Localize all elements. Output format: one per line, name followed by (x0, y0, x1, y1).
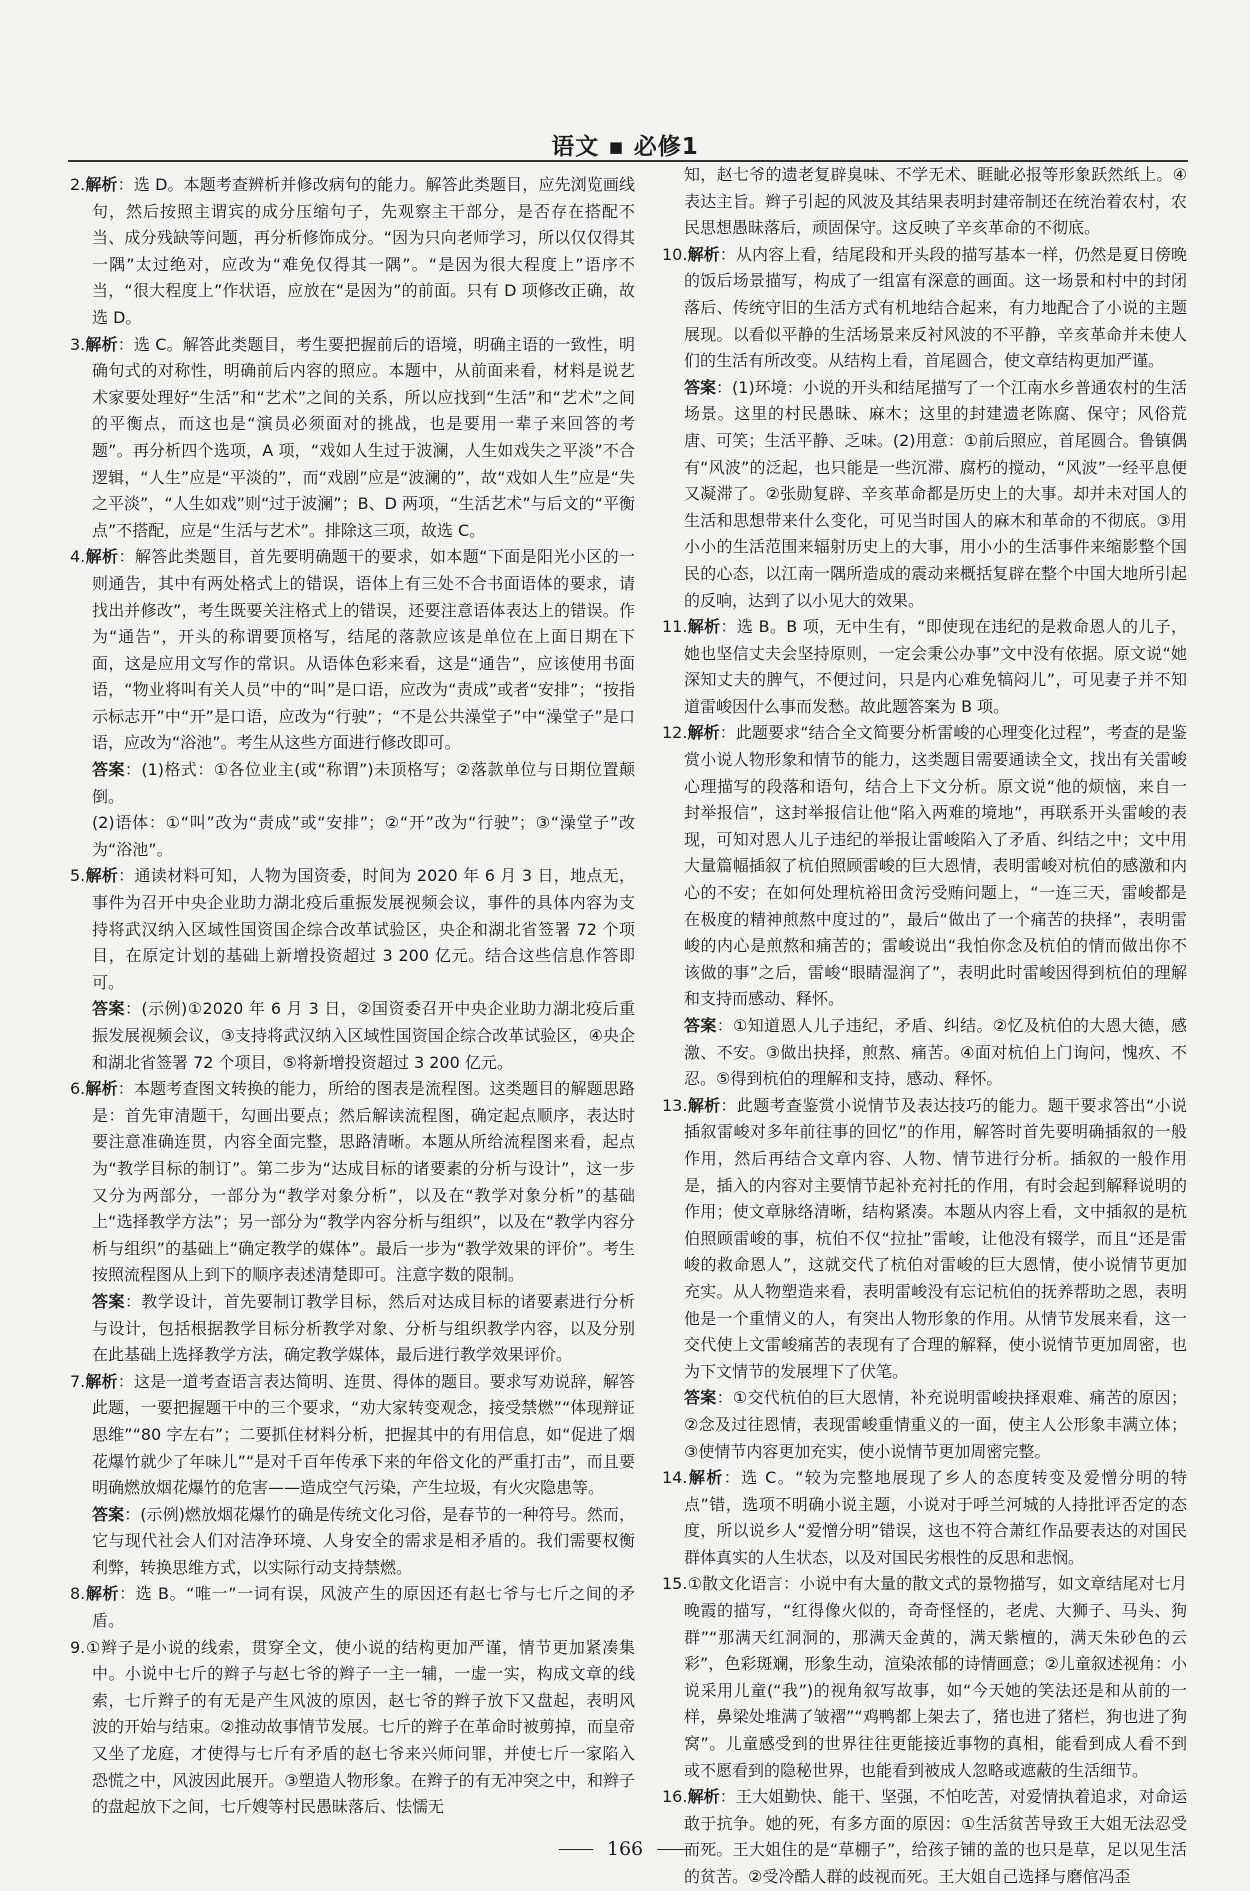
answer-block (70, 996, 635, 1076)
answer-block (662, 1385, 1187, 1465)
item-text: ：解答此类题目，首先要明确题干的要求，如本题“下面是阳光小区的一则通告，其中有两处格式上的错误，语体上有三处不合书面语体的要求，请找出并修改”，考生既要关注格式上的错误，还要注意语体表达上的错误。作为“通告”，开头的称谓要顶格写，结尾的落款应该是单位在上面日期在下面，这是应用文写作的常识。从语体色彩来看，这是“通告”，应该使用书面语，“物业将叫有关人员”中的“叫”是口语，应改为“责成”或者“安排”；“按指示标志开”中“开”是口语，应改为“行驶”；“不是公共澡堂子”中“澡堂子”是口语，应改为“浴池”。考生从这些方面进行修改即可。 (92, 547, 635, 753)
item-number: 14. (662, 1468, 688, 1488)
answer-label: 答案 (684, 1388, 717, 1408)
analysis-label: 解析 (85, 547, 119, 567)
item-number: 3. (70, 334, 86, 354)
question-item (662, 1465, 1187, 1571)
item-text: ：选 D。本题考查辨析并修改病句的能力。解答此类题目，应先浏览画线句，然后按照主谓宾的成分压缩句子，先观察主干部分，是否存在搭配不当、成分残缺等问题，再分析修饰成分。“因为只向老师学习，所以仅仅得其一隅”太过绝对，应改为“难免仅得其一隅”。“是因为很大程度上”语序不当，“很大程度上”作状语，应放在“是因为”的前面。只有 D 项修改正确，故选 D。 (92, 175, 635, 327)
footer-dash-right (657, 1849, 691, 1850)
question-item (70, 1369, 635, 1502)
item-number: 13. (662, 1095, 688, 1115)
item-text: ：选 B。B 项，无中生有，“即使现在违纪的是救命恩人的儿子，她也坚信丈夫会坚持原则，一定会秉公办事”文中没有依据。原文说“她深知丈夫的脾气，不便过问，只是内心难免犒闷儿”，可见妻子并不知道雷峻因什么事而发愁。故此题答案为 B 项。 (684, 617, 1187, 716)
item-number: 11. (662, 617, 688, 637)
item-text: ：选 C。解答此类题目，考生要把握前后的语境，明确主语的一致性，明确句式的对称性，明确前后内容的照应。本题中，从前面来看，材料是说艺术家要处理好“生活”和“艺术”之间的关系，所以应找到“生活”和“艺术”之间的平衡点，而这也是“演员必须面对的挑战，也是要用一辈子来回答的考题”。再分析四个选项，A 项，“戏如人生过于波澜，人生如戏失之平淡”不合逻辑，“人生”应是“平淡的”，而“戏剧”应是“波澜的”，故“戏如人生”应是“失之平淡”，“人生如戏”则“过于波澜”；B、D 两项，“生活艺术”与后文的“平衡点”不搭配，应是“生活与艺术”。排除这三项，故选 C。 (92, 334, 635, 540)
answer-label: 答案 (92, 760, 125, 780)
item-number: 2. (70, 175, 86, 194)
item-number: 10. (662, 244, 688, 264)
analysis-label: 解析 (687, 1787, 720, 1807)
item-number: 12. (662, 723, 688, 743)
question-item (662, 720, 1187, 1013)
item-number: 7. (70, 1371, 86, 1391)
question-item (662, 614, 1187, 720)
question-item (70, 172, 635, 332)
item-number: 9. (70, 1637, 86, 1657)
answer-block (70, 1502, 635, 1582)
item-number: 6. (70, 1079, 86, 1099)
item-text: ：本题考查图文转换的能力，所给的图表是流程图。这类题目的解题思路是：首先审清题干，勾画出要点；然后解读流程图，确定起点顺序，表达时要注意准确连贯，内容全面完整，思路清晰。本题从所给流程图来看，起点为“教学目标的制订”。第二步为“达成目标的诸要素的分析与设计”，这一步又分为两部分，一部分为“教学对象分析”，以及在“教学对象分析”的基础上“选择教学方法”；另一部分为“教学内容分析与组织”，以及在“教学内容分析与组织”的基础上“确定教学的媒体”。最后一步为“教学效果的评价”。考生按照流程图从上到下的顺序表述清楚即可。注意字数的限制。 (92, 1079, 635, 1285)
analysis-label: 解析 (687, 244, 720, 264)
question-item (70, 1635, 635, 1821)
item-text: ：王大姐勤快、能干、坚强，不怕吃苦，对爱情执着追求，对命运敢于抗争。她的死，有多方面的原因：①生活贫苦导致王大姐无法忍受而死。王大姐住的是“草棚子”，给孩子铺的盖的也只是草，足以见生活的贫苦。②受冷酷人群的歧视而死。王大姐自己选择与磨倌冯歪 (684, 1787, 1187, 1886)
item-text: ：教学设计，首先要制订教学目标，然后对达成目标的诸要素进行分析与设计，包括根据教学目标分析教学对象、分析与组织教学内容，以及分别在此基础上选择教学方法，确定教学媒体，最后进行教学效果评价。 (92, 1291, 635, 1365)
footer-dash-left (559, 1849, 593, 1850)
analysis-label: 解析 (85, 175, 118, 194)
item-text: ：此题要求“结合全文简要分析雷峻的心理变化过程”，考查的是鉴赏小说人物形象和情节的能力，这类题目需要通读全文，找出有关雷峻心理描写的段落和语句，结合上下文分析。原文说“他的烦恼，来自一封举报信”，这封举报信让他“陷入两难的境地”，再联系开头雷峻的表现，可知对恩人儿子违纪的举报让雷峻陷入了矛盾、纠结之中；文中用大量篇幅插叙了杭伯照顾雷峻的巨大恩情，表明雷峻对杭伯的感激和内心的不安；在如何处理杭裕田贪污受贿问题上，“一连三天，雷峻都是在极度的精神煎熬中度过的”，最后“做出了一个痛苦的抉择”，表明雷峻的内心是煎熬和痛苦的；雷峻说出“我怕你念及杭伯的情而做出你不该做的事”之后，雷峻“眼睛湿润了”，表明此时雷峻因得到杭伯的理解和支持而感动、释怀。 (684, 723, 1187, 1009)
answer-block (662, 1013, 1187, 1093)
item-number: 4. (70, 547, 86, 567)
answer-label: 答案 (684, 1016, 717, 1035)
analysis-label: 解析 (85, 334, 118, 354)
answer-label: 答案 (92, 999, 125, 1019)
item-text: ：这是一道考查语言表达简明、连贯、得体的题目。要求写劝说辞，解答此题，一要把握题干中的三个要求，“劝大家转变观念，接受禁燃”“体现辩证思维”“80 字左右”；二要抓住材料分析，把握其中的有用信息，如“促进了烟花爆竹就少了年味儿”“是对千百年传承下来的年俗文化的严重打击”，而且要明确燃放烟花爆竹的危害——造成空气污染，产生垃圾，有火灾隐患等。 (92, 1371, 635, 1498)
item-number: 8. (70, 1584, 86, 1604)
page-footer (0, 1838, 1250, 1860)
item-text: ：选 C。“较为完整地展现了乡人的态度转变及爱憎分明的特点”错，选项不明确小说主题，小说对于呼兰河城的人持批评否定的态度，所以说乡人“爱憎分明”错误，这也不符合萧红作品要表达的对国民群体真实的人生状态，以及对国民劣根性的反思和悲悯。 (684, 1468, 1187, 1567)
answer-block (662, 375, 1187, 614)
analysis-label: 解析 (687, 1468, 724, 1488)
item-number: 5. (70, 866, 86, 886)
header-title: 语文 ▪ 必修1 (551, 134, 699, 160)
question-item (70, 1581, 635, 1634)
analysis-label: 解析 (85, 1371, 118, 1391)
analysis-label: 解析 (687, 1095, 721, 1115)
answer-block (70, 810, 635, 863)
answer-label: 答案 (92, 1504, 125, 1524)
analysis-label: 解析 (85, 1584, 120, 1604)
item-text: ：(示例)燃放烟花爆竹的确是传统文化习俗，是春节的一种符号。然而，它与现代社会人们对洁净环境、人身安全的需求是相矛盾的。我们需要权衡利弊，转换思维方式，以实际行动支持禁燃。 (92, 1504, 635, 1577)
item-text: (2)语体：①“叫”改为“责成”或“安排”；②“开”改为“行驶”；③“澡堂子”改为“浴池”。 (92, 813, 635, 859)
item-text: ：(1)格式：①各位业主(或“称谓”)未顶格写；②落款单位与日期位置颠倒。 (92, 760, 635, 806)
answer-block (70, 1289, 635, 1369)
item-text: ：(示例)①2020 年 6 月 3 日，②国资委召开中央企业助力湖北疫后重振发展视频会议，③支持将武汉纳入区域性国资国企综合改革试验区，④央企和湖北省签署 72 个项目，⑤将新增投资超过 3 200 亿元。 (92, 999, 635, 1072)
answer-label: 答案 (92, 1291, 125, 1311)
item-number: 15. (662, 1574, 688, 1594)
continued-text (662, 162, 1187, 242)
left-column (70, 172, 635, 1821)
item-text: ：此题考查鉴赏小说情节及表达技巧的能力。题干要求答出“小说插叙雷峻对多年前往事的回忆”的作用，解答时首先要明确插叙的一般作用，然后再结合文章内容、人物、情节进行分析。插叙的一般作用是，插入的内容对主要情节起补充衬托的作用，有时会起到解释说明的作用；使文章脉络清晰，结构紧凑。本题从内容上看，文中插叙的是杭伯照顾雷峻的事，杭伯不仅“拉扯”雷峻，让他没有辍学，而且“还是雷峻的救命恩人”，这就交代了杭伯对雷峻的巨大恩情，使小说情节更加充实。从人物塑造来看，表明雷峻没有忘记杭伯的抚养帮助之恩，表明他是一个重情义的人，有突出人物形象的作用。从情节发展来看，这一交代使上文雷峻痛苦的表现有了合理的解释，使小说情节更加周密，也为下文情节的发展埋下了伏笔。 (684, 1095, 1187, 1381)
answer-label: 答案 (684, 377, 717, 397)
analysis-label: 解析 (85, 1079, 118, 1099)
item-number: 16. (662, 1787, 688, 1807)
item-text: ：(1)环境：小说的开头和结尾描写了一个江南水乡普通农村的生活场景。这里的村民愚昧、麻木；这里的封建遗老陈腐、保守；风俗荒唐、可笑；生活平静、乏味。(2)用意：①前后照应，首尾圆合。鲁镇偶有“风波”的泛起，也只能是一些沉滞、腐朽的搅动，“风波”一经平息便又凝滞了。②张勋复辟、辛亥革命都是历史上的大事。却并未对国人的生活和思想带来什么变化，可见当时国人的麻木和革命的不彻底。③用小小的生活范围来辐射历史上的大事，用小小的生活事件来缩影整个国民的心态，以江南一隅所造成的震动来概括复辟在整个中国大地所引起的反响，达到了以小见大的效果。 (684, 377, 1187, 610)
item-text: ：通读材料可知，人物为国资委，时间为 2020 年 6 月 3 日，地点无，事件为召开中央企业助力湖北疫后重振发展视频会议，事件的具体内容为支持将武汉纳入区域性国资国企综合改革试验区，央企和湖北省签署 72 个项目，在原定计划的基础上新增投资超过 3 200 亿元。结合这些信息作答即可。 (92, 866, 635, 992)
item-text: ：选 B。“唯一”一词有误，风波产生的原因还有赵七爷与七斤之间的矛盾。 (92, 1584, 635, 1631)
analysis-label: 解析 (687, 617, 721, 637)
item-text: ：从内容上看，结尾段和开头段的描写基本一样，仍然是夏日傍晚的饭后场景描写，构成了一组富有深意的画面。这一场景和村中的封闭落后、传统守旧的生活方式有机地结合起来，有力地配合了小说的主题展现。以看似平静的生活场景来反衬风波的不平静，辛亥革命并未使人们的生活有所改变。从结构上看，首尾圆合，使文章结构更加严谨。 (684, 244, 1187, 371)
item-text: 知，赵七爷的遗老复辟臭味、不学无术、睚眦必报等形象跃然纸上。④表达主旨。辫子引起的风波及其结果表明封建帝制还在统治着农村，农民思想愚昧落后，顽固保守。这反映了辛亥革命的不彻底。 (684, 165, 1187, 238)
page-number: 166 (606, 1838, 644, 1860)
item-text: ：①知道恩人儿子违纪，矛盾、纠结。②忆及杭伯的大恩大德，感激、不安。③做出抉择，煎熬、痛苦。④面对杭伯上门询问，愧疚、不忍。⑤得到杭伯的理解和支持，感动、释怀。 (684, 1016, 1187, 1089)
question-item (70, 863, 635, 996)
answer-block (70, 757, 635, 810)
question-item (662, 1571, 1187, 1784)
question-item (662, 242, 1187, 375)
right-column (662, 162, 1187, 1891)
question-item (70, 332, 635, 545)
analysis-label: 解析 (687, 723, 720, 743)
item-text: ①散文化语言：小说中有大量的散文式的景物描写，如文章结尾对七月晚霞的描写，“红得像火似的，奇奇怪怪的，老虎、大狮子、马头、狗群”“那满天红洞洞的，那满天金黄的，满天紫檀的，满天朱砂色的云彩”，色彩斑斓，形象生动，渲染浓郁的诗情画意；②儿童叙述视角：小说采用儿童(“我”)的视角叙写故事，如“今天她的笑法还是和从前的一样，鼻梁处堆满了皱褶”“鸡鸭都上架去了，猪也进了猪栏，狗也进了狗窝”。儿童感受到的世界往往更能接近事物的真相，能看到成人看不到或不愿看到的隐秘世界，也能看到被成人忽略或遮蔽的生活细节。 (684, 1574, 1187, 1780)
question-item (70, 544, 635, 757)
item-text: ：①交代杭伯的巨大恩情，补充说明雷峻抉择艰难、痛苦的原因；②念及过往恩情，表现雷峻重情重义的一面，使主人公形象丰满立体；③使情节内容更加充实，使小说情节更加周密完整。 (684, 1388, 1187, 1461)
question-item (70, 1076, 635, 1289)
item-text: ①辫子是小说的线索，贯穿全文，使小说的结构更加严谨，情节更加紧凑集中。小说中七斤的辫子与赵七爷的辫子一主一辅，一虚一实，构成文章的线索，七斤辫子的有无是产生风波的原因，赵七爷的辫子放下又盘起，表明风波的开始与结束。②推动故事情节发展。七斤的辫子在革命时被剪掉，而皇帝又坐了龙庭，才使得与七斤有矛盾的赵七爷来兴师问罪，并使七斤一家陷入恐慌之中，风波因此展开。③塑造人物形象。在辫子的有无冲突之中，和辫子的盘起放下之间，七斤嫂等村民愚昧落后、怯懦无 (85, 1637, 635, 1817)
analysis-label: 解析 (85, 866, 119, 886)
question-item (662, 1093, 1187, 1386)
